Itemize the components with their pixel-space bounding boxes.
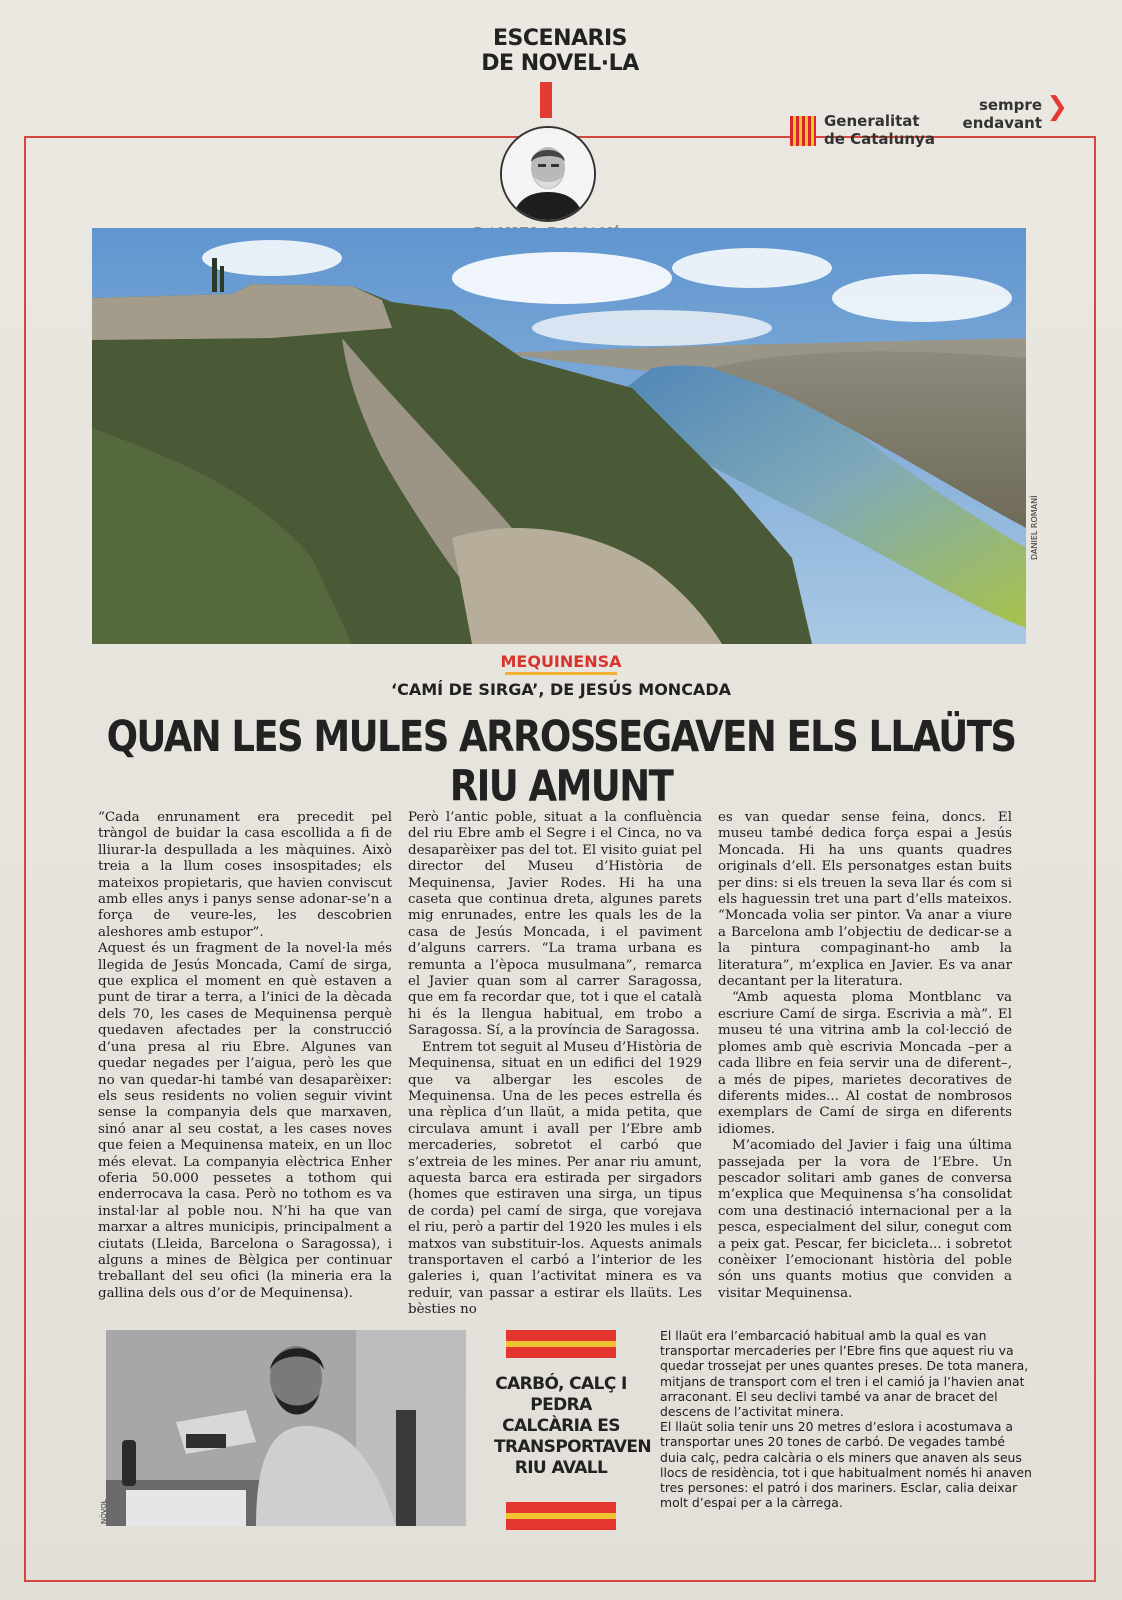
photo-credit: DANIEL ROMANÍ xyxy=(1030,495,1039,560)
sempre-line1: sempre xyxy=(978,96,1042,114)
archive-photo-credit: NÒVOL xyxy=(100,1499,108,1524)
sidebar-title: CARBÓ, CALÇ I PEDRA CALCÀRIA ES TRANSPORTAVEN RIU AVALL xyxy=(494,1374,652,1478)
sempre-endavant-logo xyxy=(960,92,1070,136)
river-landscape-image xyxy=(92,228,1026,644)
sidebar-paragraph: El llaüt solia tenir uns 20 metres d’eslora i acostumava a transportar unes 20 tones de carbó. De vegades també duia calç, pedra calcària o els miners que anaven als seus llocs de residència, tot i que habitualment només hi anaven tres persones: el patró i dos mariners. Esclar, calia deixar molt d’espai per a la càrrega. xyxy=(660,1419,1032,1511)
generalitat-line2: de Catalunya xyxy=(824,130,935,148)
paragraph: Però l’antic poble, situat a la confluència del riu Ebre amb el Segre i el Cinca, no va desaparèixer pas del tot. El visito guiat pel director del Museu d’Història de Mequinensa, Javier Rodes. Hi ha una caseta que continua dreta, algunes parets mig enrunades, entre les quals les de la casa de Jesús Moncada, i el paviment d’alguns carrers. “La trama urbana es remunta a l’època musulmana”, remarca el Javier quan som al carrer Saragossa, que em fa recordar que, tot i que el català hi és la llengua habitual, em trobo a Saragossa. Sí, a la província de Saragossa. xyxy=(408,810,702,1039)
article-column-2 xyxy=(408,810,702,1319)
article-column-1 xyxy=(98,810,392,1302)
article-headline: QUAN LES MULES ARROSSEGAVEN ELS LLAÜTS RIU AMUNT xyxy=(106,712,1016,811)
section-title-line2: DE NOVEL·LA xyxy=(481,51,639,76)
sidebar-bottom-bar xyxy=(506,1502,616,1530)
sidebar-paragraph: El llaüt era l’embarcació habitual amb la qual es van transportar mercaderies per l’Ebre fins que aquest riu va quedar trossejat per unes quantes preses. De tota manera, mitjans de transport com el tren i el camió ja l’havien anat arraconant. El seu declivi també va anar de bracet del descens de l’activitat minera. xyxy=(660,1328,1029,1420)
archive-photo xyxy=(106,1330,466,1526)
article-subkicker: ‘CAMÍ DE SIRGA’, DE JESÚS MONCADA xyxy=(391,680,731,699)
generalitat-line1: Generalitat xyxy=(824,112,920,130)
sempre-line2: endavant xyxy=(962,114,1042,132)
kicker-underline xyxy=(505,672,617,675)
author-portrait-icon xyxy=(502,128,594,220)
generalitat-logo xyxy=(790,112,940,154)
paragraph: es van quedar sense feina, doncs. El museu també dedica força espai a Jesús Moncada. Hi ha uns quants quadres originals d’ell. Els personatges estan buits per dins: si els treuen la seva llar és com si els haguessin tret una part d’ells mateixos. “Moncada volia ser pintor. Va anar a viure a Barcelona amb l’objectiu de dedicar-se a la pintura compaginant-ho amb la literatura”, m’explica en Javier. Es va anar decantant per la literatura. xyxy=(718,810,1012,990)
article-body xyxy=(98,810,1028,1318)
paragraph: “Amb aquesta ploma Montblanc va escriure Camí de sirga. Escrivia a mà”. El museu té una vitrina amb la col·lecció de plomes amb què escrivia Moncada –per a cada llibre en feia servir una de diferent–, a més de pipes, marietes decoratives de diferents mides... Al costat de nombrosos exemplars de Camí de sirga en diferents idiomes. xyxy=(718,990,1012,1137)
paragraph: “Cada enrunament era precedit pel tràngol de buidar la casa escollida a fi de lliurar-la despullada a les màquines. Això treia a la llum coses insospitades; els mateixos propietaris, que havien conviscut amb elles anys i panys sense adonar-se’n a força de veure-les, les descobrien aleshores amb estupor”. xyxy=(98,810,392,940)
writer-at-typewriter-image xyxy=(106,1330,466,1526)
sidebar-bottom-stripe xyxy=(506,1513,616,1519)
senyera-icon xyxy=(790,116,816,146)
article-column-3 xyxy=(718,810,1012,1302)
paragraph: Aquest és un fragment de la novel·la més llegida de Jesús Moncada, Camí de sirga, que explica el moment en què estaven a punt de tirar a terra, a l’inici de la dècada dels 70, les cases de Mequinensa perquè quedaven afectades per la construcció d’una presa al riu Ebre. Algunes van quedar negades per l’aigua, però les que no van quedar-hi també van desaparèixer: els seus residents no volien seguir vivint sense la companyia dels que marxaven, sinó anar al seu costat, a les cases noves que feien a Mequinensa mateix, en un lloc més elevat. La companyia elèctrica Enher oferia 50.000 pessetes a tothom qui enderrocava la casa. Però no tothom es va instal·lar al poble nou. N’hi ha que van marxar a altres municipis, principalment a ciutats (Lleida, Barcelona o Saragossa), i alguns a mines de Bèlgica per continuar treballant del seu ofici (la mineria era la gallina dels ous d’or de Mequinensa). xyxy=(98,941,392,1301)
sidebar-text xyxy=(660,1328,1035,1510)
paragraph: M’acomiado del Javier i faig una última passejada per la vora de l’Ebre. Un pescador solitari amb ganes de conversa m’explica que Mequinensa s’ha consolidat com una destinació internacional per a la pesca, especialment del silur, conegut com a peix gat. Pescar, fer bicicleta... i sobretot conèixer l’emocionant història del poble són uns quants motius que conviden a visitar Mequinensa. xyxy=(718,1138,1012,1301)
section-red-bar xyxy=(540,82,552,118)
chevron-right-icon: ❯ xyxy=(1046,92,1068,122)
generalitat-wordmark xyxy=(824,112,935,148)
landscape-photo xyxy=(92,228,1026,644)
sidebar-top-bar xyxy=(506,1330,616,1358)
section-title xyxy=(440,26,680,76)
section-title-line1: ESCENARIS xyxy=(493,26,627,51)
sidebar-top-stripe xyxy=(506,1341,616,1347)
article-kicker: MEQUINENSA xyxy=(500,652,622,671)
paragraph: Entrem tot seguit al Museu d’Història de Mequinensa, situat en un edifici del 1929 que va albergar les escoles de Mequinensa. Una de les peces estrella és una rèplica d’un llaüt, a mida petita, que circulava amunt i avall per l’Ebre amb mercaderies, sobretot el carbó que s’extreia de les mines. Per anar riu amunt, aquesta barca era estirada per sirgadors (homes que estiraven una sirga, un tipus de corda) pel camí de sirga, que vorejava el riu, però a partir del 1920 les mules i els matxos van substituir-los. Aquests animals transportaven el carbó a l’interior de les galeries i, quan l’activitat minera es va reduir, van passar a estirar els llaüts. Les bèsties no xyxy=(408,1039,702,1318)
author-avatar xyxy=(500,126,596,222)
